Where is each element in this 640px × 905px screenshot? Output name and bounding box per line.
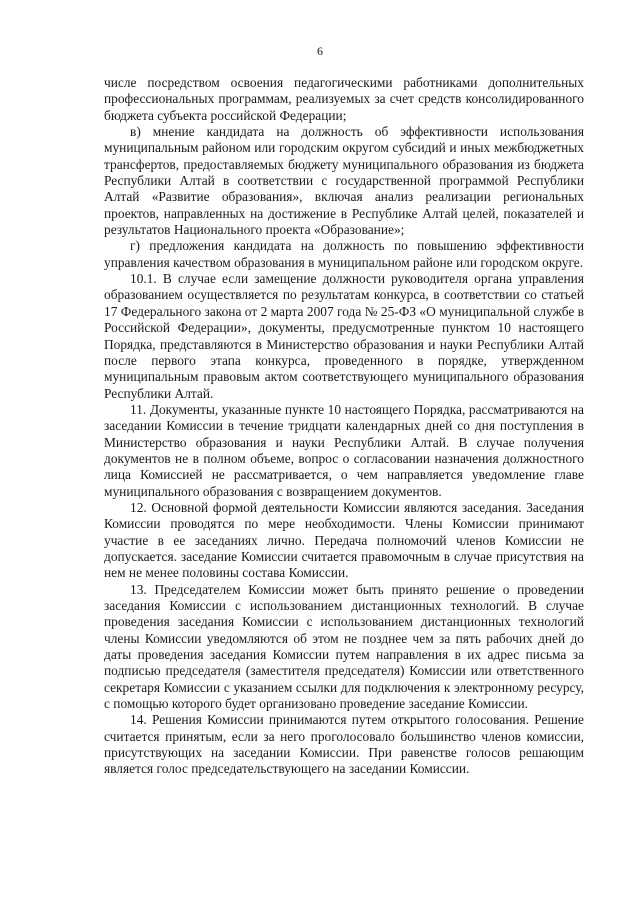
paragraph-continuation: числе посредством освоения педагогическими работниками дополнительных профессиональных программам, реализуемых за счет средств консолидированного бюджета субъекта российской Федерации; <box>104 75 584 123</box>
document-body <box>104 75 584 778</box>
paragraph-13: 13. Председателем Комиссии может быть принято решение о проведении заседания Комиссии с использованием дистанционных технологий. В случае проведения заседания Комиссии с использованием дистанционных технологий члены Комиссии уведомляются об этом не позднее чем за пять рабочих дней до даты проведения заседания Комиссии путем направления в их адрес письма за подписью председателя (заместителя председателя) Комиссии или ответственного секретаря Комиссии с указанием ссылки для подключения к электронному ресурсу, с помощью которого будет организовано проведение заседание Комиссии. <box>104 581 584 712</box>
paragraph-item-g: г) предложения кандидата на должность по повышению эффективности управления качеством образования в муниципальном районе или городском округе. <box>104 238 584 270</box>
paragraph-10-1: 10.1. В случае если замещение должности руководителя органа управления образованием осуществляется по результатам конкурса, в соответствии со статьей 17 Федерального закона от 2 марта 2007 года № 25-ФЗ «О муниципальной службе в Российской Федерации», документы, предусмотренные пунктом 10 настоящего Порядка, представляются в Министерство образования и науки Республики Алтай после первого этапа конкурса, проведенного в порядке, утвержденном муниципальным правовым актом соответствующего муниципального образования Республики Алтай. <box>104 271 584 401</box>
paragraph-14: 14. Решения Комиссии принимаются путем открытого голосования. Решение считается принятым, если за него проголосовало большинство членов комиссии, присутствующих на заседании Комиссии. При равенстве голосов решающим является голос председательствующего на заседании Комиссии. <box>104 712 584 777</box>
page-number: 6 <box>317 44 323 58</box>
paragraph-item-v: в) мнение кандидата на должность об эффективности использования муниципальным районом или городским округом субсидий и иных межбюджетных трансфертов, предоставляемых бюджету муниципального образования из бюджета Республики Алтай в соответствии с государственной программой Республики Алтай «Развитие образования», включая анализ реализации региональных проектов, направленных на достижение в Республике Алтай целей, показателей и результатов Национального проекта «Образование»; <box>104 124 584 238</box>
paragraph-11: 11. Документы, указанные пункте 10 настоящего Порядка, рассматриваются на заседании Комиссии в течение тридцати календарных дней со дня поступления в Министерство образования и науки Республики Алтай. В случае получения документов не в полном объеме, вопрос о согласовании назначения должностного лица Комиссией не рассматривается, о чем направляется уведомление главе муниципального образования с возвращением документов. <box>104 401 584 499</box>
paragraph-12: 12. Основной формой деятельности Комиссии являются заседания. Заседания Комиссии проводятся по мере необходимости. Члены Комиссии принимают участие в ее заседаниях лично. Передача полномочий членов Комиссии не допускается. заседание Комиссии считается правомочным в случае присутствия на нем не менее половины состава Комиссии. <box>104 499 584 581</box>
